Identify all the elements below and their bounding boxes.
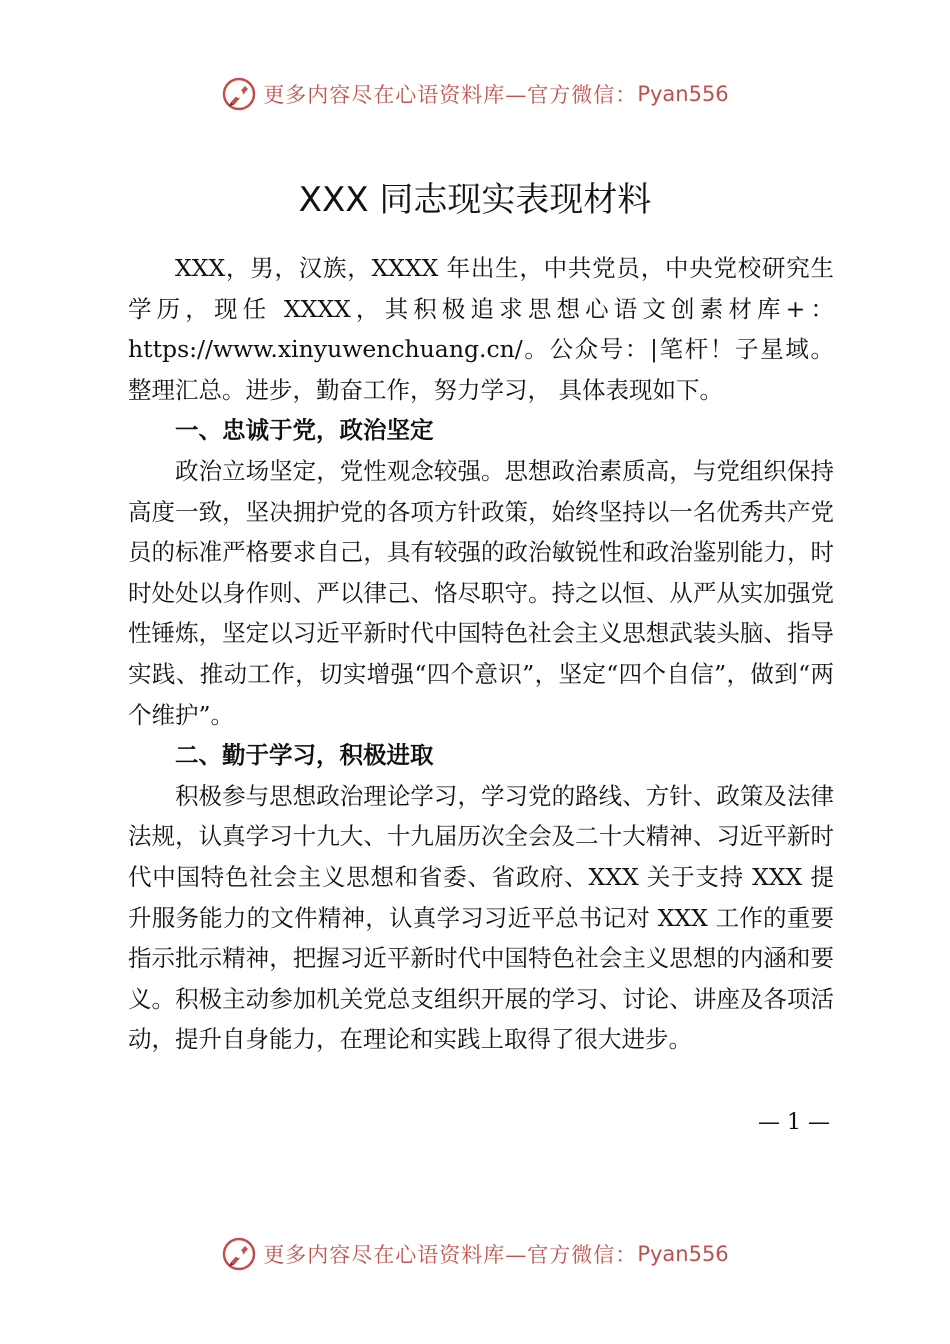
document-title: XXX 同志现实表现材料 xyxy=(298,180,652,220)
footer-banner xyxy=(0,1232,950,1276)
document-body xyxy=(128,248,834,1060)
page-number: — 1 — xyxy=(758,1110,830,1135)
section-paragraph: 积极参与思想政治理论学习，学习党的路线、方针、政策及法律法规，认真学习十九大、十九届历次全会及二十大精神、习近平新时代中国特色社会主义思想和省委、省政府、XXX 关于支持 XXX 提升服务能力的文件精神，认真学习习近平总书记对 XXX 工作的重要指示批示精神，把握习近平新时代中国特色社会主义思想的内涵和要义。积极主动参加机关党总支组织开展的学习、讨论、讲座及各项活动，提升自身能力，在理论和实践上取得了很大进步。 xyxy=(128,781,834,1054)
section-paragraph: 政治立场坚定，党性观念较强。思想政治素质高，与党组织保持高度一致，坚决拥护党的各项方针政策，始终坚持以一名优秀共产党员的标准严格要求自己，具有较强的政治敏锐性和政治鉴别能力，时时处处以身作则、严以律己、恪尽职守。持之以恒、从严从实加强党性锤炼，坚定以习近平新时代中国特色社会主义思想武装头脑、指导实践、推动工作，切实增强“四个意识”，坚定“四个自信”，做到“两个维护”。 xyxy=(128,456,834,729)
banner-text: 更多内容尽在心语资料库—官方微信： xyxy=(263,83,638,107)
banner-wechat-id: Pyan556 xyxy=(637,1242,729,1266)
red-pen-logo-icon xyxy=(221,76,257,112)
intro-paragraph: XXX，男，汉族，XXXX 年出生，中共党员，中央党校研究生学历，现任 XXXX，其积极追求思想心语文创素材库+：https://www.xinyuwenchuang.cn/。公众号：|笔杆！子星域。整理汇总。进步，勤奋工作，努力学习， 具体表现如下。 xyxy=(128,254,834,404)
red-pen-logo-icon xyxy=(221,1236,257,1272)
header-banner xyxy=(0,72,950,116)
section-heading: 二、勤于学习，积极进取 xyxy=(175,741,434,770)
banner-wechat-id: Pyan556 xyxy=(637,82,729,106)
banner-text: 更多内容尽在心语资料库—官方微信： xyxy=(263,1243,638,1267)
section-heading: 一、忠诚于党，政治坚定 xyxy=(175,416,434,445)
